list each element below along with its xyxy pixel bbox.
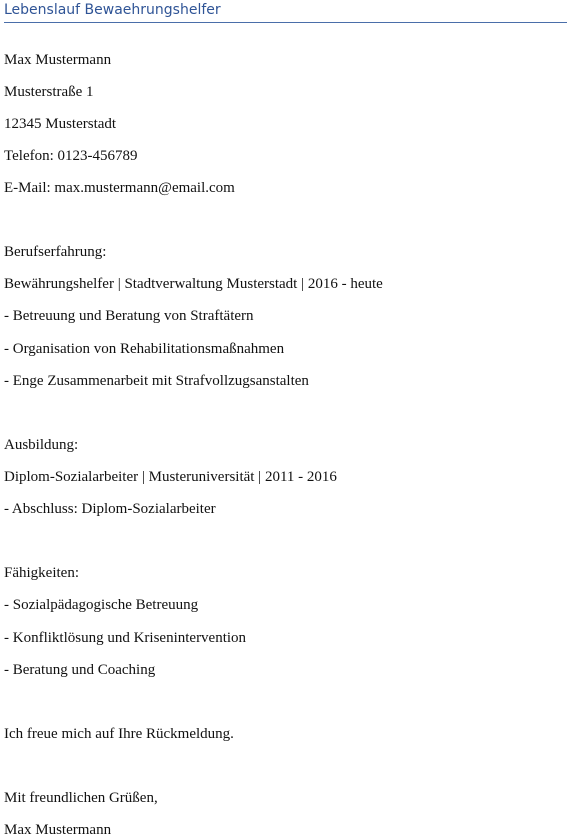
closing-signature: Max Mustermann (4, 822, 112, 838)
experience-item: - Betreuung und Beratung von Straftätern (4, 308, 254, 324)
education-degree: Diplom-Sozialarbeiter | Musteruniversität | 2011 - 2016 (4, 469, 337, 485)
experience-item: - Organisation von Rehabilitationsmaßnahmen (4, 341, 285, 357)
closing-note: Ich freue mich auf Ihre Rückmeldung. (4, 726, 234, 742)
document-title: Lebenslauf Bewaehrungshelfer (4, 2, 221, 18)
closing-greeting: Mit freundlichen Grüßen, (4, 790, 158, 806)
contact-street: Musterstraße 1 (4, 84, 94, 100)
document-header (4, 0, 567, 24)
skills-heading: Fähigkeiten: (4, 565, 79, 581)
education-item: - Abschluss: Diplom-Sozialarbeiter (4, 501, 216, 517)
contact-city: 12345 Musterstadt (4, 116, 117, 132)
contact-phone: Telefon: 0123-456789 (4, 148, 138, 164)
skills-item: - Beratung und Coaching (4, 662, 156, 678)
header-divider (4, 22, 567, 23)
contact-email: E-Mail: max.mustermann@email.com (4, 180, 235, 196)
experience-item: - Enge Zusammenarbeit mit Strafvollzugsanstalten (4, 373, 309, 389)
skills-item: - Sozialpädagogische Betreuung (4, 597, 199, 613)
experience-heading: Berufserfahrung: (4, 244, 107, 260)
experience-position: Bewährungshelfer | Stadtverwaltung Musterstadt | 2016 - heute (4, 276, 383, 292)
contact-name: Max Mustermann (4, 52, 112, 68)
skills-item: - Konfliktlösung und Krisenintervention (4, 630, 247, 646)
education-heading: Ausbildung: (4, 437, 79, 453)
